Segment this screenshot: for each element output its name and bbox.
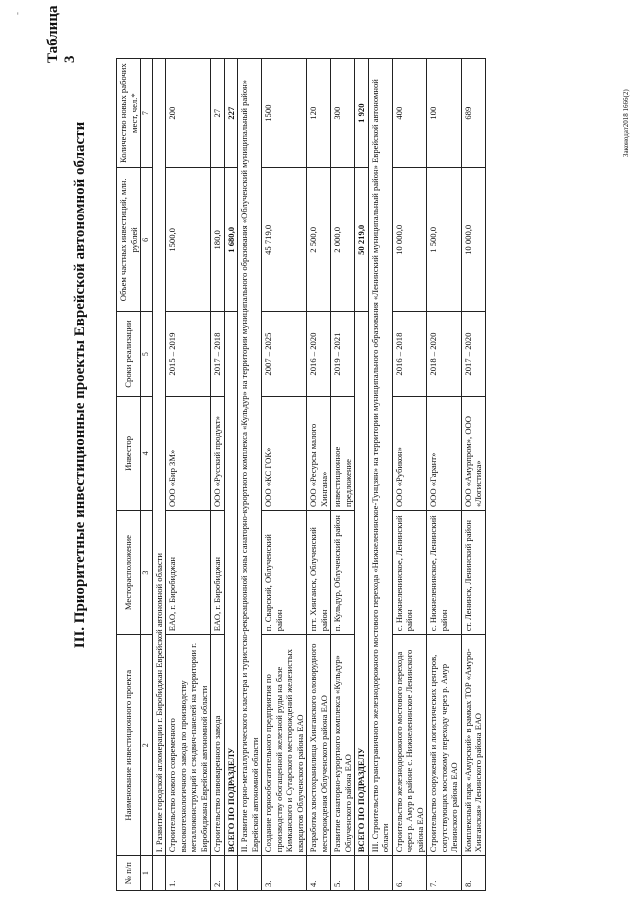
project-jobs: 689 <box>461 59 485 168</box>
project-name: Строительство железнодорожного мостового перехода через р. Амур в районе с. Нижнеленинское Ленинского района ЕАО <box>392 635 427 856</box>
project-location: с. Нижнеленинское, Ленинский район <box>392 511 427 635</box>
project-investor: ООО «Гарант» <box>427 396 462 510</box>
col-number: 7 <box>141 59 153 168</box>
corner-mark: - <box>12 12 22 15</box>
section-title: I. Развитие городской агломерации г. Биробиджан Еврейской автономной области <box>152 59 166 856</box>
table-label: Таблица 3 <box>45 5 78 63</box>
page-title: III. Приоритетные инвестиционные проекты Еврейской автономной области <box>72 121 88 649</box>
project-location: ЕАО, г. Биробиджан <box>211 511 225 635</box>
row-num: 8. <box>461 856 485 891</box>
header-jobs: Количество новых рабочих мест, чел.* <box>117 59 141 168</box>
project-investor: ООО «Бир ЗМ» <box>166 396 211 510</box>
project-name: Развитие санаторно-курортного комплекса «Кульдур» Облученского района ЕАО <box>331 635 355 856</box>
subtotal-volume: 1 680,0 <box>224 168 238 312</box>
project-volume: 1 500,0 <box>427 168 462 312</box>
header-num: № п/п <box>117 856 141 891</box>
projects-table <box>116 58 486 891</box>
table-row <box>307 59 331 891</box>
table-row <box>262 59 307 891</box>
project-location: п. Сварский, Облученский район <box>262 511 307 635</box>
table-row <box>166 59 211 891</box>
project-name: Строительство сооружений и логистических центров, сопутствующих мостовому переходу через р. Амур Ленинского района ЕАО <box>427 635 462 856</box>
section-title: III. Строительство трансграничного железнодорожного мостового перехода «Нижнеленинское-Тунцзян» на территории муниципального образования «Ленинский муниципальный район» Еврейской автономной области <box>368 59 392 856</box>
project-term: 2016 – 2020 <box>307 312 331 396</box>
project-name: Комплексный парк «Амурский» в рамках ТОР «Амуро-Хинганская» Ленинского района ЕАО <box>461 635 485 856</box>
row-num: 3. <box>262 856 307 891</box>
project-investor: ООО «КС ГОК» <box>262 396 307 510</box>
header-row <box>117 59 141 891</box>
project-location: п. Кульдур, Облученский район <box>331 511 355 635</box>
project-investor: инвестиционное предложение <box>331 396 355 510</box>
subtotal-jobs: 1 920 <box>355 59 369 168</box>
table-row <box>461 59 485 891</box>
table-row <box>427 59 462 891</box>
project-name: Разработка хвостохранилища Хинганского оловорудного месторождения Облученского района ЕАО <box>307 635 331 856</box>
footer-code: Законодат2018 1666(2) <box>622 89 630 157</box>
project-volume: 2 500,0 <box>307 168 331 312</box>
project-volume: 45 719,0 <box>262 168 307 312</box>
project-volume: 10 000,0 <box>461 168 485 312</box>
project-volume: 10 000,0 <box>392 168 427 312</box>
subtotal-label: ВСЕГО ПО ПОДРАЗДЕЛУ <box>355 312 369 856</box>
project-term: 2016 – 2018 <box>392 312 427 396</box>
row-num: 2. <box>211 856 225 891</box>
project-investor: ООО «Русский продукт» <box>211 396 225 510</box>
row-num: 1. <box>166 856 211 891</box>
section-row <box>368 59 392 891</box>
table-row <box>331 59 355 891</box>
section-row <box>238 59 262 891</box>
project-term: 2018 – 2020 <box>427 312 462 396</box>
col-number: 3 <box>141 511 153 635</box>
header-location: Месторасположение <box>117 511 141 635</box>
column-number-row <box>141 59 153 891</box>
col-number: 6 <box>141 168 153 312</box>
project-term: 2015 – 2019 <box>166 312 211 396</box>
row-num: 4. <box>307 856 331 891</box>
project-jobs: 1500 <box>262 59 307 168</box>
col-number: 4 <box>141 396 153 510</box>
col-number: 1 <box>141 856 153 891</box>
subtotal-jobs: 227 <box>224 59 238 168</box>
project-location: ст. Ленинск, Ленинский район <box>461 511 485 635</box>
project-volume: 1500,0 <box>166 168 211 312</box>
col-number: 5 <box>141 312 153 396</box>
section-row <box>152 59 166 891</box>
project-name: Строительство пивоваренного завода <box>211 635 225 856</box>
subtotal-row <box>355 59 369 891</box>
project-jobs: 27 <box>211 59 225 168</box>
table-row <box>211 59 225 891</box>
header-volume: Объем частных инвестиций, млн. рублей <box>117 168 141 312</box>
project-name: Создание горнообогатительного предприятия по производству обогащенной железной руды на базе Кимканского и Сутарского месторождений железистых кварцитов Облученского района ЕАО <box>262 635 307 856</box>
subtotal-volume: 50 219,0 <box>355 168 369 312</box>
row-num: 6. <box>392 856 427 891</box>
subtotal-label: ВСЕГО ПО ПОДРАЗДЕЛУ <box>224 312 238 856</box>
table-row <box>392 59 427 891</box>
project-term: 2007 – 2025 <box>262 312 307 396</box>
row-num: 5. <box>331 856 355 891</box>
subtotal-row <box>224 59 238 891</box>
project-investor: ООО «Амурпром», ООО «Логистика» <box>461 396 485 510</box>
project-jobs: 400 <box>392 59 427 168</box>
project-name: Строительство нового современного высокотехнологичного завода по производству металлоконструкций и сэндвич-панелей на территории г. Биробиджана Еврейской автономной области <box>166 635 211 856</box>
project-volume: 180,0 <box>211 168 225 312</box>
project-location: пгт. Хинганск, Облученский район <box>307 511 331 635</box>
header-term: Сроки реализации <box>117 312 141 396</box>
project-jobs: 300 <box>331 59 355 168</box>
project-jobs: 120 <box>307 59 331 168</box>
section-title: II. Развитие горно-металлургического кластера и туристско-рекреационной зоны санаторно-курортного комплекса «Кульдур» на территории муниципального образования «Облученский муниципальный район» Еврейской автономной области <box>238 59 262 856</box>
project-term: 2017 – 2020 <box>461 312 485 396</box>
project-term: 2019 – 2021 <box>331 312 355 396</box>
project-location: ЕАО, г. Биробиджан <box>166 511 211 635</box>
row-num: 7. <box>427 856 462 891</box>
project-location: с. Нижнеленинское, Ленинский район <box>427 511 462 635</box>
project-jobs: 100 <box>427 59 462 168</box>
header-investor: Инвестор <box>117 396 141 510</box>
project-investor: ООО «Рубикон» <box>392 396 427 510</box>
project-investor: ООО «Ресурсы малого Хингана» <box>307 396 331 510</box>
col-number: 2 <box>141 635 153 856</box>
header-name: Наименование инвестиционного проекта <box>117 635 141 856</box>
project-jobs: 200 <box>166 59 211 168</box>
project-term: 2017 – 2018 <box>211 312 225 396</box>
project-volume: 2 000,0 <box>331 168 355 312</box>
